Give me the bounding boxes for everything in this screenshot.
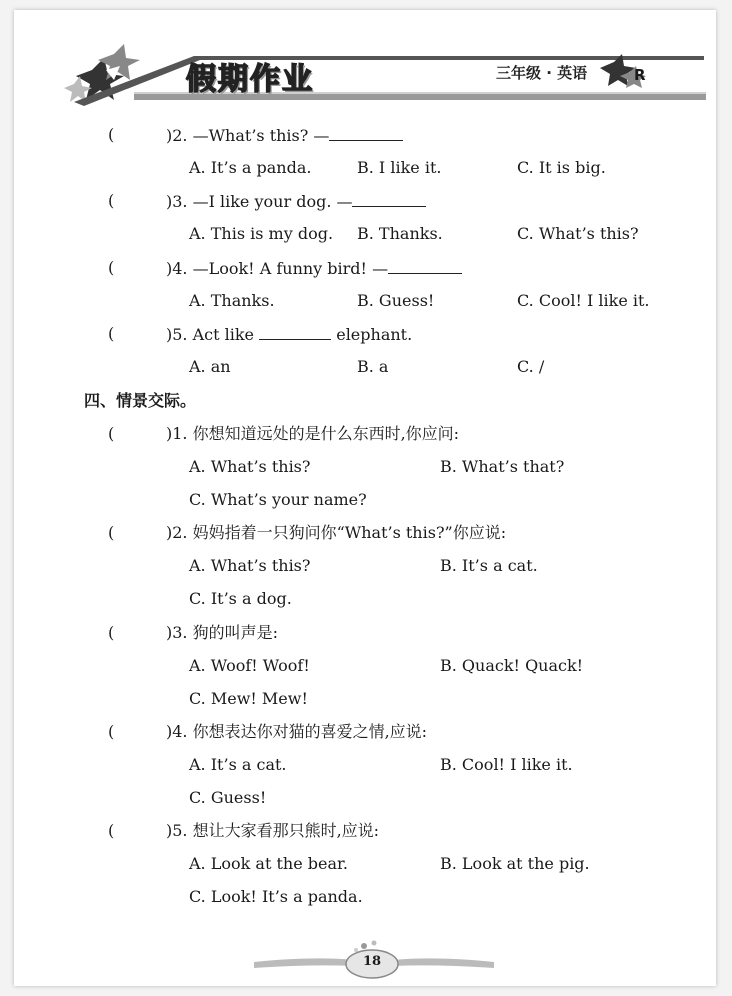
question-text: )5. Act like elephant. — [166, 325, 413, 344]
option-a: A. It’s a cat. — [189, 755, 287, 774]
option-c: C. / — [517, 357, 545, 376]
question-text: )3. —I like your dog. — — [166, 190, 426, 213]
question-text: )4. 你想表达你对猫的喜爱之情,应说: — [166, 722, 428, 741]
answer-paren-open: ( — [108, 424, 115, 443]
answer-paren-open: ( — [108, 821, 115, 840]
option-b: B. Look at the pig. — [440, 854, 590, 873]
answer-blank[interactable] — [388, 257, 462, 274]
option-a: A. Thanks. — [189, 291, 275, 310]
question-row — [14, 423, 716, 445]
worksheet-page — [14, 10, 716, 986]
question-text: )4. —Look! A funny bird! — — [166, 257, 462, 280]
options-row — [14, 588, 716, 610]
options-row — [14, 886, 716, 908]
option-a: A. It’s a panda. — [189, 158, 312, 177]
option-b: B. I like it. — [357, 158, 442, 177]
option-c: C. Look! It’s a panda. — [189, 887, 363, 906]
question-row — [14, 257, 716, 279]
option-b: B. Guess! — [357, 291, 435, 310]
options-row — [14, 489, 716, 511]
option-c: C. What’s your name? — [189, 490, 367, 509]
answer-paren-open: ( — [108, 523, 115, 542]
option-b: B. Thanks. — [357, 224, 443, 243]
options-row — [14, 555, 716, 577]
options-row — [14, 754, 716, 776]
option-c: C. Mew! Mew! — [189, 689, 308, 708]
option-a: A. Look at the bear. — [189, 854, 348, 873]
header-subtitle: 三年级 · 英语 — [496, 64, 588, 82]
answer-paren-open: ( — [108, 258, 115, 277]
option-a: A. an — [189, 357, 231, 376]
options-row — [14, 787, 716, 809]
option-c: C. Guess! — [189, 788, 267, 807]
options-row — [14, 223, 716, 245]
question-text: )3. 狗的叫声是: — [166, 623, 278, 642]
option-c: C. It is big. — [517, 158, 606, 177]
option-a: A. Woof! Woof! — [189, 656, 310, 675]
page-footer — [14, 936, 716, 986]
answer-paren-open: ( — [108, 722, 115, 741]
options-row — [14, 290, 716, 312]
question-text: )5. 想让大家看那只熊时,应说: — [166, 821, 380, 840]
header-decoration — [14, 10, 716, 110]
option-a: A. What’s this? — [189, 457, 311, 476]
options-row — [14, 655, 716, 677]
answer-paren-open: ( — [108, 125, 115, 144]
question-text: )2. —What’s this? — — [166, 124, 403, 147]
edition-mark: R — [634, 66, 646, 84]
option-c: C. Cool! I like it. — [517, 291, 650, 310]
question-row — [14, 190, 716, 212]
question-row — [14, 522, 716, 544]
option-b: B. What’s that? — [440, 457, 565, 476]
options-row — [14, 853, 716, 875]
answer-blank[interactable] — [352, 190, 426, 207]
option-b: B. Quack! Quack! — [440, 656, 584, 675]
page-number: 18 — [362, 954, 382, 969]
option-b: B. a — [357, 357, 389, 376]
question-row — [14, 124, 716, 146]
question-text: )1. 你想知道远处的是什么东西时,你应问: — [166, 424, 460, 443]
page-header — [14, 10, 716, 110]
answer-paren-open: ( — [108, 623, 115, 642]
header-title: 假期作业 — [186, 62, 314, 97]
option-c: C. What’s this? — [517, 224, 639, 243]
question-row — [14, 622, 716, 644]
options-row — [14, 157, 716, 179]
option-b: B. Cool! I like it. — [440, 755, 573, 774]
option-c: C. It’s a dog. — [189, 589, 292, 608]
question-row — [14, 721, 716, 743]
answer-paren-open: ( — [108, 191, 115, 210]
question-row — [14, 820, 716, 842]
answer-paren-open: ( — [108, 324, 115, 343]
option-a: A. What’s this? — [189, 556, 311, 575]
question-text: )2. 妈妈指着一只狗问你“What’s this?”你应说: — [166, 523, 507, 542]
answer-blank[interactable] — [329, 124, 403, 141]
question-row — [14, 323, 716, 345]
options-row — [14, 688, 716, 710]
option-b: B. It’s a cat. — [440, 556, 538, 575]
options-row — [14, 456, 716, 478]
option-a: A. This is my dog. — [189, 224, 334, 243]
answer-blank[interactable] — [259, 323, 331, 340]
options-row — [14, 356, 716, 378]
section-title: 四、情景交际。 — [84, 391, 197, 410]
